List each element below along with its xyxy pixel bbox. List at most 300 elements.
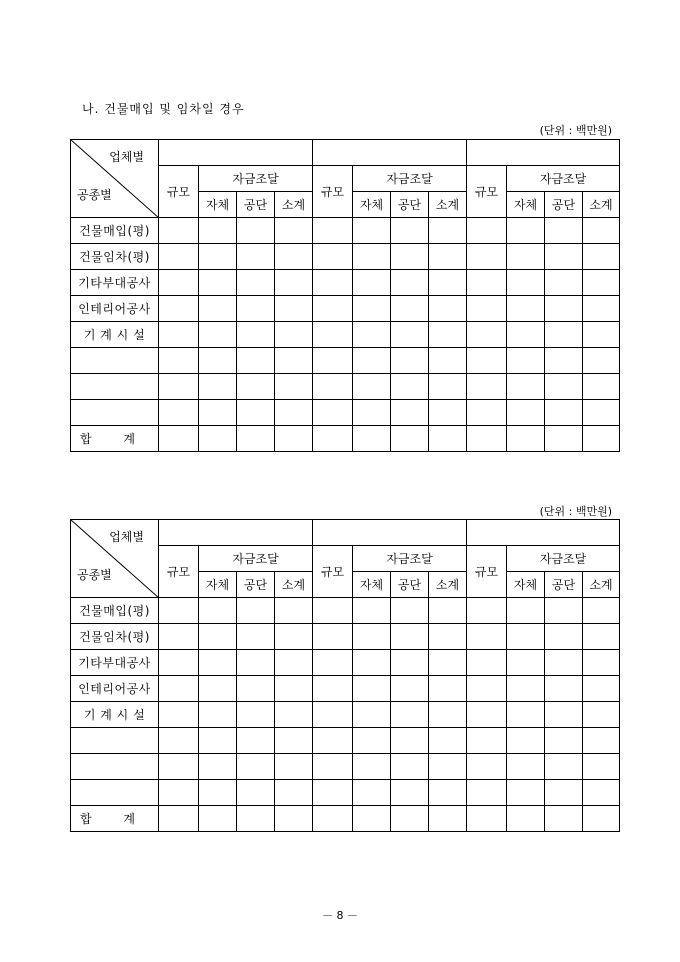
- table-cell[interactable]: [583, 806, 620, 832]
- table-cell[interactable]: [275, 270, 313, 296]
- corner-header: [71, 140, 159, 218]
- row-label: 건물임차(평): [71, 244, 159, 270]
- table-cell[interactable]: [429, 754, 467, 780]
- corp-header: 공단: [391, 572, 429, 598]
- table-cell[interactable]: [467, 806, 507, 832]
- table-cell[interactable]: [313, 598, 353, 624]
- table-body: [71, 218, 620, 426]
- table-row: [71, 296, 620, 322]
- own-header: 자체: [507, 572, 545, 598]
- table-cell[interactable]: [467, 322, 507, 348]
- table-cell[interactable]: [467, 676, 507, 702]
- table-row: [71, 374, 620, 400]
- table-cell[interactable]: [583, 624, 620, 650]
- table-cell[interactable]: [545, 348, 583, 374]
- table-cell[interactable]: [275, 676, 313, 702]
- table-cell[interactable]: [313, 702, 353, 728]
- row-label: 기 계 시 설: [71, 322, 159, 348]
- table-row: [71, 244, 620, 270]
- table-cell[interactable]: [583, 296, 620, 322]
- table-cell[interactable]: [275, 806, 313, 832]
- table-cell[interactable]: [583, 754, 620, 780]
- table-cell[interactable]: [199, 780, 237, 806]
- table-cell[interactable]: [353, 598, 391, 624]
- table-cell[interactable]: [507, 244, 545, 270]
- total-label: 합 계: [71, 426, 159, 452]
- table-row: [71, 270, 620, 296]
- table-cell[interactable]: [583, 598, 620, 624]
- table-cell[interactable]: [199, 244, 237, 270]
- table-cell[interactable]: [313, 676, 353, 702]
- table-body: [71, 598, 620, 806]
- company-header-1: [159, 140, 313, 166]
- table-cell[interactable]: [353, 702, 391, 728]
- funding-header: 자금조달: [507, 166, 620, 192]
- table-cell[interactable]: [275, 218, 313, 244]
- table-cell[interactable]: [429, 296, 467, 322]
- table-cell[interactable]: [429, 624, 467, 650]
- table-cell[interactable]: [313, 296, 353, 322]
- corp-header: 공단: [237, 572, 275, 598]
- total-label: 합 계: [71, 806, 159, 832]
- table-cell[interactable]: [467, 702, 507, 728]
- corp-header: 공단: [545, 572, 583, 598]
- company-header-3: [467, 520, 620, 546]
- table-cell[interactable]: [199, 624, 237, 650]
- own-header: 자체: [353, 192, 391, 218]
- table-cell[interactable]: [507, 806, 545, 832]
- table-cell[interactable]: [467, 598, 507, 624]
- table-cell[interactable]: [545, 296, 583, 322]
- table-cell[interactable]: [159, 624, 199, 650]
- company-header-1: [159, 520, 313, 546]
- table-cell[interactable]: [237, 244, 275, 270]
- funding-header: 자금조달: [507, 546, 620, 572]
- table-cell[interactable]: [507, 374, 545, 400]
- table-cell[interactable]: [237, 676, 275, 702]
- table-cell[interactable]: [353, 806, 391, 832]
- table-row: [71, 650, 620, 676]
- table-cell[interactable]: [429, 374, 467, 400]
- table-cell[interactable]: [199, 728, 237, 754]
- table-cell[interactable]: [199, 374, 237, 400]
- funding-table-1: [70, 139, 620, 452]
- table-cell[interactable]: [159, 426, 199, 452]
- table-cell[interactable]: [159, 754, 199, 780]
- table-cell[interactable]: [313, 426, 353, 452]
- funding-header: 자금조달: [353, 166, 467, 192]
- table-cell[interactable]: [429, 322, 467, 348]
- table-cell[interactable]: [429, 244, 467, 270]
- table-cell[interactable]: [353, 374, 391, 400]
- table-cell[interactable]: [159, 780, 199, 806]
- table-cell[interactable]: [275, 702, 313, 728]
- table-cell[interactable]: [545, 728, 583, 754]
- table-cell[interactable]: [159, 244, 199, 270]
- table-cell[interactable]: [583, 218, 620, 244]
- table-cell[interactable]: [507, 780, 545, 806]
- own-header: 자체: [199, 192, 237, 218]
- table-cell[interactable]: [391, 598, 429, 624]
- table-row: [71, 322, 620, 348]
- table-row: [71, 728, 620, 754]
- table-cell[interactable]: [467, 754, 507, 780]
- table-cell[interactable]: [237, 426, 275, 452]
- table-cell[interactable]: [391, 754, 429, 780]
- table-cell[interactable]: [237, 400, 275, 426]
- table-cell[interactable]: [429, 426, 467, 452]
- corp-header: 공단: [391, 192, 429, 218]
- table-cell[interactable]: [507, 322, 545, 348]
- own-header: 자체: [199, 572, 237, 598]
- table-cell[interactable]: [467, 348, 507, 374]
- table-cell[interactable]: [275, 374, 313, 400]
- table-cell[interactable]: [313, 348, 353, 374]
- table-cell[interactable]: [159, 598, 199, 624]
- table-cell[interactable]: [391, 218, 429, 244]
- scale-header: 규모: [313, 166, 353, 218]
- table-cell[interactable]: [313, 374, 353, 400]
- table-cell[interactable]: [237, 322, 275, 348]
- table-cell[interactable]: [507, 400, 545, 426]
- table-cell[interactable]: [313, 218, 353, 244]
- table-cell[interactable]: [159, 728, 199, 754]
- scale-header: 규모: [159, 546, 199, 598]
- table-cell[interactable]: [507, 754, 545, 780]
- table-cell[interactable]: [353, 400, 391, 426]
- table-cell[interactable]: [353, 244, 391, 270]
- table-cell[interactable]: [545, 754, 583, 780]
- table-row: [71, 400, 620, 426]
- table-cell[interactable]: [159, 650, 199, 676]
- table-cell[interactable]: [199, 426, 237, 452]
- table-cell[interactable]: [159, 348, 199, 374]
- funding-header: 자금조달: [353, 546, 467, 572]
- table-cell[interactable]: [159, 702, 199, 728]
- table-cell[interactable]: [159, 806, 199, 832]
- table-cell[interactable]: [199, 676, 237, 702]
- row-label: [71, 348, 159, 374]
- table-cell[interactable]: [237, 780, 275, 806]
- table-cell[interactable]: [353, 218, 391, 244]
- table-cell[interactable]: [545, 244, 583, 270]
- table-cell[interactable]: [275, 598, 313, 624]
- table-cell[interactable]: [467, 374, 507, 400]
- scale-header: 규모: [467, 166, 507, 218]
- table-cell[interactable]: [159, 270, 199, 296]
- table-cell[interactable]: [507, 270, 545, 296]
- table-cell[interactable]: [159, 296, 199, 322]
- row-label: 인테리어공사: [71, 676, 159, 702]
- table-cell[interactable]: [545, 624, 583, 650]
- table-cell[interactable]: [391, 322, 429, 348]
- table-cell[interactable]: [275, 650, 313, 676]
- table-cell[interactable]: [391, 780, 429, 806]
- table-cell[interactable]: [467, 426, 507, 452]
- table-cell[interactable]: [275, 400, 313, 426]
- table-cell[interactable]: [353, 348, 391, 374]
- table-cell[interactable]: [313, 728, 353, 754]
- table-cell[interactable]: [313, 780, 353, 806]
- table-row: [71, 780, 620, 806]
- table-cell[interactable]: [313, 806, 353, 832]
- table-cell[interactable]: [159, 374, 199, 400]
- table-cell[interactable]: [429, 218, 467, 244]
- table-cell[interactable]: [545, 426, 583, 452]
- table-cell[interactable]: [159, 322, 199, 348]
- table-cell[interactable]: [237, 296, 275, 322]
- table-cell[interactable]: [199, 400, 237, 426]
- unit-label: (단위 : 백만원): [539, 505, 612, 518]
- scale-header: 규모: [159, 166, 199, 218]
- table-cell[interactable]: [583, 400, 620, 426]
- table-cell[interactable]: [275, 780, 313, 806]
- table-cell[interactable]: [313, 624, 353, 650]
- table-cell[interactable]: [429, 676, 467, 702]
- table-cell[interactable]: [199, 650, 237, 676]
- table-cell[interactable]: [467, 296, 507, 322]
- scale-header: 규모: [313, 546, 353, 598]
- table-cell[interactable]: [237, 270, 275, 296]
- table-row: [71, 754, 620, 780]
- corner-bottom-label: 공종별: [77, 188, 112, 202]
- table-cell[interactable]: [545, 374, 583, 400]
- subtotal-header: 소계: [429, 572, 467, 598]
- table-cell[interactable]: [313, 754, 353, 780]
- table-cell[interactable]: [583, 728, 620, 754]
- table-cell[interactable]: [545, 702, 583, 728]
- table-cell[interactable]: [199, 754, 237, 780]
- table-cell[interactable]: [429, 806, 467, 832]
- row-label: 건물매입(평): [71, 598, 159, 624]
- table-cell[interactable]: [507, 296, 545, 322]
- own-header: 자체: [507, 192, 545, 218]
- table-cell[interactable]: [467, 400, 507, 426]
- table-cell[interactable]: [199, 270, 237, 296]
- funding-table-2: [70, 519, 620, 832]
- table-cell[interactable]: [429, 650, 467, 676]
- table-cell[interactable]: [583, 780, 620, 806]
- table-cell[interactable]: [237, 728, 275, 754]
- row-label: [71, 728, 159, 754]
- table-cell[interactable]: [507, 676, 545, 702]
- row-label: 건물임차(평): [71, 624, 159, 650]
- table-cell[interactable]: [237, 598, 275, 624]
- table-cell[interactable]: [429, 728, 467, 754]
- table-cell[interactable]: [507, 218, 545, 244]
- unit-label: (단위 : 백만원): [539, 124, 612, 137]
- table-cell[interactable]: [353, 650, 391, 676]
- company-header-2: [313, 520, 467, 546]
- table-cell[interactable]: [275, 244, 313, 270]
- table-row: [71, 624, 620, 650]
- table-cell[interactable]: [237, 374, 275, 400]
- table-cell[interactable]: [507, 426, 545, 452]
- table-cell[interactable]: [199, 806, 237, 832]
- table-cell[interactable]: [275, 426, 313, 452]
- table-cell[interactable]: [507, 598, 545, 624]
- table-cell[interactable]: [353, 676, 391, 702]
- table-row: [71, 676, 620, 702]
- table-cell[interactable]: [583, 270, 620, 296]
- row-label: 인테리어공사: [71, 296, 159, 322]
- table-cell[interactable]: [391, 624, 429, 650]
- table-cell[interactable]: [583, 702, 620, 728]
- table-cell[interactable]: [545, 780, 583, 806]
- table-cell[interactable]: [467, 270, 507, 296]
- table-cell[interactable]: [583, 676, 620, 702]
- table-cell[interactable]: [545, 650, 583, 676]
- table-cell[interactable]: [583, 650, 620, 676]
- row-label: [71, 400, 159, 426]
- table-cell[interactable]: [429, 598, 467, 624]
- table-cell[interactable]: [313, 400, 353, 426]
- corner-top-label: 업체별: [109, 150, 144, 164]
- table-cell[interactable]: [583, 426, 620, 452]
- table-cell[interactable]: [199, 702, 237, 728]
- subtotal-header: 소계: [275, 572, 313, 598]
- table-cell[interactable]: [507, 702, 545, 728]
- table-cell[interactable]: [275, 348, 313, 374]
- table-cell[interactable]: [583, 322, 620, 348]
- table-cell[interactable]: [237, 348, 275, 374]
- table-cell[interactable]: [545, 400, 583, 426]
- table-cell[interactable]: [391, 650, 429, 676]
- table-cell[interactable]: [467, 218, 507, 244]
- table-cell[interactable]: [507, 624, 545, 650]
- table-row: [71, 598, 620, 624]
- table-cell[interactable]: [275, 728, 313, 754]
- table-cell[interactable]: [545, 270, 583, 296]
- funding-header: 자금조달: [199, 166, 313, 192]
- table-cell[interactable]: [467, 780, 507, 806]
- table-cell[interactable]: [313, 244, 353, 270]
- table-cell[interactable]: [313, 270, 353, 296]
- row-label: 기타부대공사: [71, 650, 159, 676]
- table-cell[interactable]: [237, 624, 275, 650]
- corp-header: 공단: [237, 192, 275, 218]
- table-cell[interactable]: [391, 676, 429, 702]
- table-cell[interactable]: [391, 400, 429, 426]
- table-cell[interactable]: [507, 728, 545, 754]
- section-title: 나. 건물매입 및 임차일 경우: [82, 102, 245, 116]
- table-cell[interactable]: [583, 348, 620, 374]
- table-cell[interactable]: [545, 218, 583, 244]
- funding-header: 자금조달: [199, 546, 313, 572]
- table-cell[interactable]: [313, 650, 353, 676]
- table-cell[interactable]: [391, 806, 429, 832]
- row-label: 기타부대공사: [71, 270, 159, 296]
- table-cell[interactable]: [159, 400, 199, 426]
- table-cell[interactable]: [583, 244, 620, 270]
- table-cell[interactable]: [237, 650, 275, 676]
- corner-bottom-label: 공종별: [77, 568, 112, 582]
- table-cell[interactable]: [353, 296, 391, 322]
- table-cell[interactable]: [507, 348, 545, 374]
- table-cell[interactable]: [507, 650, 545, 676]
- table-cell[interactable]: [391, 348, 429, 374]
- table-cell[interactable]: [275, 322, 313, 348]
- table-cell[interactable]: [391, 270, 429, 296]
- table-cell[interactable]: [313, 322, 353, 348]
- table-cell[interactable]: [391, 296, 429, 322]
- table-cell[interactable]: [353, 728, 391, 754]
- table-cell[interactable]: [467, 728, 507, 754]
- scale-header: 규모: [467, 546, 507, 598]
- table-cell[interactable]: [429, 702, 467, 728]
- table-cell[interactable]: [275, 296, 313, 322]
- row-label: 기 계 시 설: [71, 702, 159, 728]
- table-cell[interactable]: [467, 624, 507, 650]
- total-row: [71, 806, 620, 832]
- corp-header: 공단: [545, 192, 583, 218]
- table-cell[interactable]: [391, 374, 429, 400]
- row-label: [71, 780, 159, 806]
- table-cell[interactable]: [353, 426, 391, 452]
- table-cell[interactable]: [353, 780, 391, 806]
- subtotal-header: 소계: [583, 572, 620, 598]
- subtotal-header: 소계: [429, 192, 467, 218]
- table-row: [71, 218, 620, 244]
- table-cell[interactable]: [429, 270, 467, 296]
- table-cell[interactable]: [353, 270, 391, 296]
- table-cell[interactable]: [467, 650, 507, 676]
- table-cell[interactable]: [237, 702, 275, 728]
- table-cell[interactable]: [545, 806, 583, 832]
- page-number: － 8 －: [322, 909, 358, 922]
- table-cell[interactable]: [429, 780, 467, 806]
- row-label: 건물매입(평): [71, 218, 159, 244]
- table-cell[interactable]: [391, 244, 429, 270]
- table-cell[interactable]: [159, 218, 199, 244]
- table-cell[interactable]: [545, 676, 583, 702]
- table-cell[interactable]: [237, 754, 275, 780]
- subtotal-header: 소계: [275, 192, 313, 218]
- table-cell[interactable]: [391, 426, 429, 452]
- company-header-2: [313, 140, 467, 166]
- row-label: [71, 754, 159, 780]
- table-cell[interactable]: [275, 754, 313, 780]
- table-cell[interactable]: [353, 322, 391, 348]
- table-cell[interactable]: [199, 322, 237, 348]
- company-header-3: [467, 140, 620, 166]
- corner-top-label: 업체별: [109, 530, 144, 544]
- corner-header: [71, 520, 159, 598]
- table-cell[interactable]: [199, 348, 237, 374]
- table-cell[interactable]: [237, 218, 275, 244]
- table-cell[interactable]: [199, 218, 237, 244]
- table-cell[interactable]: [159, 676, 199, 702]
- table-cell[interactable]: [429, 400, 467, 426]
- table-cell[interactable]: [545, 322, 583, 348]
- table-row: [71, 702, 620, 728]
- table-row: [71, 348, 620, 374]
- total-row: [71, 426, 620, 452]
- table-cell[interactable]: [353, 624, 391, 650]
- table-cell[interactable]: [237, 806, 275, 832]
- table-cell[interactable]: [583, 374, 620, 400]
- own-header: 자체: [353, 572, 391, 598]
- table-cell[interactable]: [199, 598, 237, 624]
- table-cell[interactable]: [429, 348, 467, 374]
- table-cell[interactable]: [275, 624, 313, 650]
- table-cell[interactable]: [353, 754, 391, 780]
- table-cell[interactable]: [467, 244, 507, 270]
- table-cell[interactable]: [391, 728, 429, 754]
- table-cell[interactable]: [391, 702, 429, 728]
- table-cell[interactable]: [545, 598, 583, 624]
- table-cell[interactable]: [199, 296, 237, 322]
